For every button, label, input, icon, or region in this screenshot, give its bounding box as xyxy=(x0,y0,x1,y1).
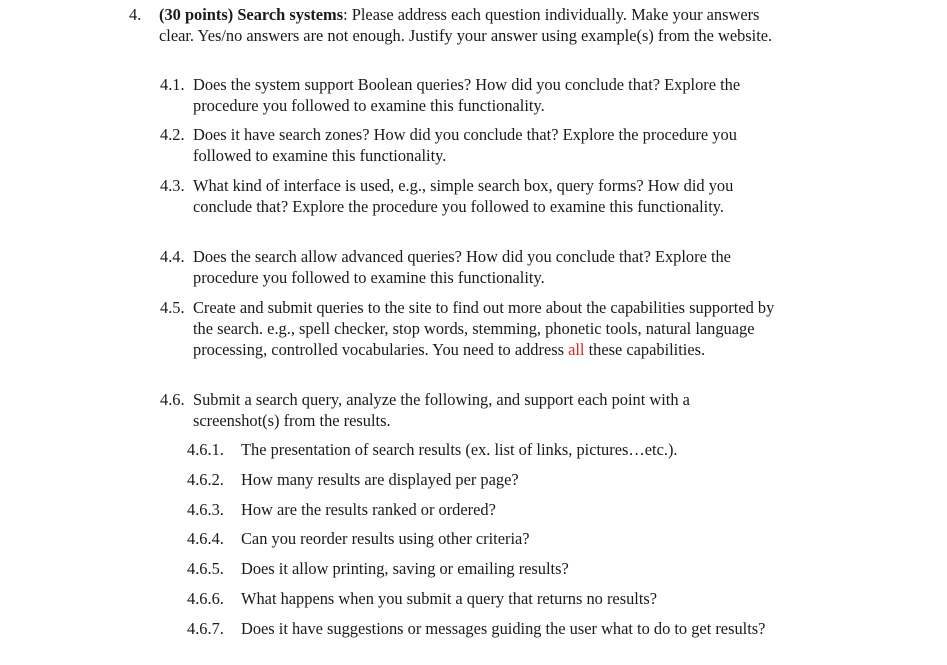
subquestion-number: 4.5. xyxy=(160,298,185,317)
highlight-all: all xyxy=(568,340,585,359)
subquestion-number: 4.6. xyxy=(160,390,185,409)
question-heading: (30 points) Search systems xyxy=(159,5,344,24)
subquestion-number: 4.1. xyxy=(160,75,185,94)
subsubquestion-number: 4.6.2. xyxy=(187,470,224,489)
subsubquestion-number: 4.6.1. xyxy=(187,440,224,459)
subquestion-text-after: these capabilities. xyxy=(584,340,706,359)
subsubquestion-text: Does it have suggestions or messages guiding the user what to do to get results? xyxy=(241,619,766,638)
subquestion-text: Does the search allow advanced queries? How did you conclude that? Explore the procedure you followed to examine this functionality. xyxy=(193,247,731,287)
subquestion-number: 4.4. xyxy=(160,247,185,266)
subquestion-text: What kind of interface is used, e.g., simple search box, query forms? How did you conclude that? Explore the procedure you followed to examine this functionality. xyxy=(193,176,734,216)
subsubquestion-text: What happens when you submit a query that returns no results? xyxy=(241,589,658,608)
question-text xyxy=(159,4,779,46)
subsubquestion-text: Does it allow printing, saving or emailing results? xyxy=(241,559,569,578)
subsubquestion-text: The presentation of search results (ex. list of links, pictures…etc.). xyxy=(241,440,678,459)
subsubquestion-number: 4.6.7. xyxy=(187,619,224,638)
subsubquestion-number: 4.6.5. xyxy=(187,559,224,578)
subsubquestion-text: How many results are displayed per page? xyxy=(241,470,519,489)
question-intro: : Please address each question individually. Make your answers clear. Yes/no answers are not enough. Justify your answer using example(s) from the website. xyxy=(159,5,773,45)
subsubquestion-number: 4.6.6. xyxy=(187,589,224,608)
question-number: 4. xyxy=(129,5,142,24)
subquestion-text xyxy=(193,297,783,360)
subquestion-text-before: Create and submit queries to the site to find out more about the capabilities supported by the search. e.g., spell checker, stop words, stemming, phonetic tools, natural language processing, controlled vocabularies. You need to address xyxy=(193,298,775,359)
subsubquestion-number: 4.6.4. xyxy=(187,529,224,548)
subsubquestion-text: Can you reorder results using other criteria? xyxy=(241,529,530,548)
subquestion-text: Does it have search zones? How did you conclude that? Explore the procedure you followed to examine this functionality. xyxy=(193,125,737,165)
subquestion-number: 4.3. xyxy=(160,176,185,195)
subsubquestion-number: 4.6.3. xyxy=(187,500,224,519)
subsubquestion-text: How are the results ranked or ordered? xyxy=(241,500,496,519)
subquestion-text: Submit a search query, analyze the following, and support each point with a screenshot(s) from the results. xyxy=(193,390,690,430)
subquestion-number: 4.2. xyxy=(160,125,185,144)
subquestion-text: Does the system support Boolean queries? How did you conclude that? Explore the procedure you followed to examine this functionality. xyxy=(193,75,741,115)
